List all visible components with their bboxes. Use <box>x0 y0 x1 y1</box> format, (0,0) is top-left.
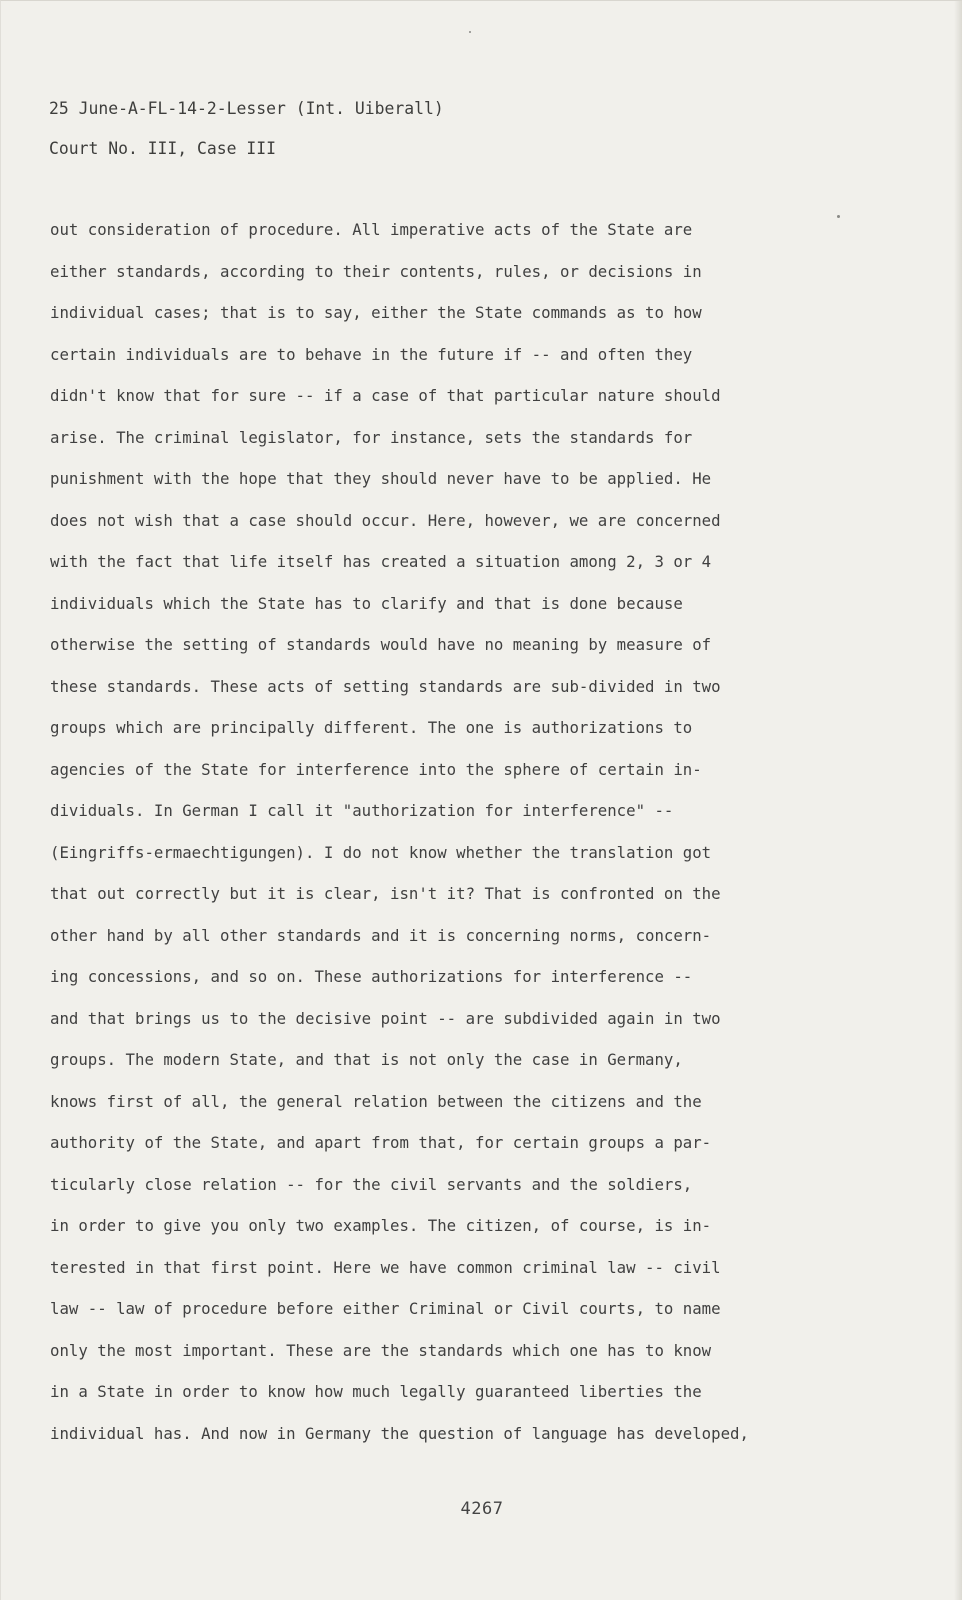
text-line: law -- law of procedure before either Criminal or Civil courts, to name <box>50 1299 721 1318</box>
text-line: individuals which the State has to clarify and that is done because <box>50 593 683 613</box>
page-number: 4267 <box>460 1499 504 1519</box>
document-header <box>49 89 444 169</box>
text-line: individual cases; that is to say, either the State commands as to how <box>50 303 702 322</box>
paper-speck <box>837 215 840 218</box>
text-line: in a State in order to know how much legally guaranteed liberties the <box>50 1382 702 1401</box>
text-line: terested in that first point. Here we have common criminal law -- civil <box>50 1257 721 1277</box>
text-line: knows first of all, the general relation between the citizens and the <box>50 1091 702 1111</box>
text-line: authority of the State, and apart from that, for certain groups a par- <box>50 1133 712 1152</box>
text-line: groups. The modern State, and that is not only the case in Germany, <box>50 1050 683 1069</box>
text-line: either standards, according to their contents, rules, or decisions in <box>50 261 702 281</box>
text-line: in order to give you only two examples. The citizen, of course, is in- <box>50 1216 712 1235</box>
page-edge-shadow <box>954 1 962 1600</box>
text-line: only the most important. These are the standards which one has to know <box>50 1340 712 1360</box>
text-line: punishment with the hope that they should never have to be applied. He <box>50 469 712 488</box>
text-line: other hand by all other standards and it is concerning norms, concern- <box>50 925 712 945</box>
text-line: agencies of the State for interference into the sphere of certain in- <box>50 759 702 779</box>
text-line: dividuals. In German I call it "authorization for interference" -- <box>50 801 674 820</box>
court-case-line: Court No. III, Case III <box>49 139 276 158</box>
transcript-body <box>50 209 840 1454</box>
text-line: ticularly close relation -- for the civil servants and the soldiers, <box>50 1174 693 1194</box>
text-line: that out correctly but it is clear, isn't it? That is confronted on the <box>50 884 721 903</box>
text-line: with the fact that life itself has created a situation among 2, 3 or 4 <box>50 552 712 571</box>
text-line: out consideration of procedure. All imperative acts of the State are <box>50 220 693 239</box>
text-line: does not wish that a case should occur. Here, however, we are concerned <box>50 510 721 530</box>
text-line: didn't know that for sure -- if a case of that particular nature should <box>50 386 721 405</box>
text-line: otherwise the setting of standards would have no meaning by measure of <box>50 635 712 654</box>
text-line: (Eingriffs-ermaechtigungen). I do not know whether the translation got <box>50 842 712 862</box>
text-line: arise. The criminal legislator, for instance, sets the standards for <box>50 427 693 447</box>
paper-speck <box>469 31 471 33</box>
text-line: ing concessions, and so on. These authorizations for interference -- <box>50 967 693 986</box>
text-line: these standards. These acts of setting standards are sub-divided in two <box>50 676 721 696</box>
text-line: and that brings us to the decisive point -- are subdivided again in two <box>50 1008 721 1028</box>
text-line: individual has. And now in Germany the question of language has developed, <box>50 1423 749 1443</box>
document-reference: 25 June-A-FL-14-2-Lesser (Int. Uiberall) <box>49 99 444 118</box>
text-line: groups which are principally different. The one is authorizations to <box>50 718 693 737</box>
text-line: certain individuals are to behave in the future if -- and often they <box>50 344 693 364</box>
